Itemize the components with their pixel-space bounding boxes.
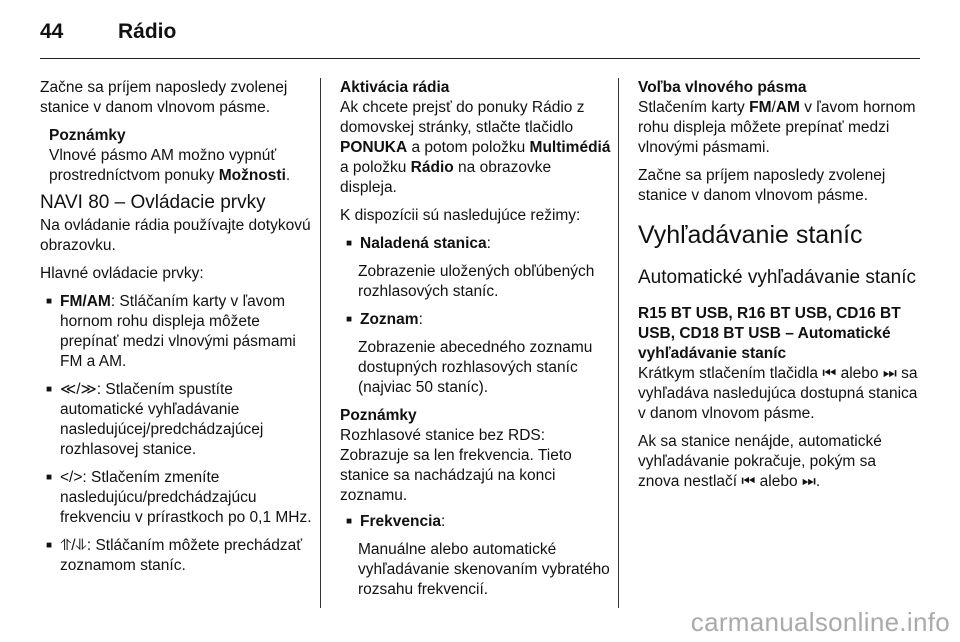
- list-item: [40, 380, 312, 460]
- page-number: 44: [40, 20, 64, 43]
- column-divider-2: [618, 78, 619, 608]
- intro-text: Začne sa príjem naposledy zvolenej stanice v danom vlnovom pásme.: [40, 79, 288, 116]
- page-header: [40, 20, 176, 60]
- column-1: [40, 78, 312, 584]
- text: sa vyhľadáva nasledujúca dostupná stanica v danom vlnovom pásme.: [638, 365, 918, 422]
- models-heading: R15 BT USB, R16 BT USB, CD16 BT USB, CD18 BT USB – Automatické vyhľadávanie staníc: [638, 305, 901, 362]
- modes-list: [340, 234, 612, 254]
- list-item: [40, 292, 312, 372]
- paragraph: Na ovládanie rádia používajte dotykovú obrazovku.: [40, 217, 311, 254]
- header-rule: [40, 58, 920, 59]
- section-heading: Voľba vlnového pásma: [638, 79, 807, 96]
- chapter-title: Rádio: [118, 20, 177, 43]
- note-text: Rozhlasové stanice bez RDS: Zobrazuje sa len frekvencia. Tieto stanice sa nachádzajú na konci zoznamu.: [340, 427, 572, 504]
- tab-ref: AM: [775, 99, 800, 116]
- item-description: Zobrazenie uložených obľúbených rozhlasových staníc.: [358, 263, 595, 300]
- item-description: Manuálne alebo automatické vyhľadávanie skenovaním vybratého rozsahu frekvencií.: [358, 541, 610, 598]
- scroll-icon: ⥣/⥥: [60, 537, 87, 554]
- list-item: [40, 468, 312, 528]
- menu-ref: Rádio: [410, 159, 454, 176]
- text: a položku: [340, 159, 411, 176]
- text: Ak chcete prejsť do ponuky Rádio z domovskej stránky, stlačte tlačidlo: [340, 99, 585, 136]
- text: v ľavom hornom rohu displeja môžete prepínať medzi vlnovými pásmami.: [638, 99, 916, 156]
- item-label: Zoznam: [360, 311, 419, 328]
- note-box: [40, 126, 312, 186]
- list-item: ■ Zoznam:: [340, 310, 612, 330]
- list-item: [40, 536, 312, 576]
- text: a potom položku: [407, 139, 530, 156]
- subsection-title: Automatické vyhľadávanie staníc: [638, 267, 917, 288]
- text: alebo: [755, 473, 802, 490]
- column-divider-1: [320, 78, 321, 608]
- item-key: FM: [60, 293, 83, 310]
- note-text: [49, 146, 312, 186]
- column-3: [638, 78, 920, 500]
- button-ref: PONUKA: [340, 139, 408, 156]
- paragraph: [638, 98, 920, 158]
- paragraph: Hlavné ovládacie prvky:: [40, 265, 204, 282]
- list-item: ■ Frekvencia:: [340, 512, 612, 532]
- item-label: Naladená stanica: [360, 235, 487, 252]
- note-menu-ref: Možnosti: [218, 167, 286, 184]
- chapter-section-title: Vyhľadávanie staníc: [638, 221, 863, 249]
- list-item: ■ Naladená stanica:: [340, 234, 612, 254]
- paragraph: Začne sa príjem naposledy zvolenej stanice v danom vlnovom pásme.: [638, 167, 886, 204]
- item-text: : Stlačením spustíte automatické vyhľadávanie nasledujúcej/predchádzajúcej rozhlasovej stanice.: [60, 381, 264, 458]
- item-text: : Stláčaním karty v ľavom hornom rohu displeja môžete prepínať medzi vlnovými pásmami FM a AM.: [60, 293, 296, 370]
- previous-track-icon: ⏮: [822, 365, 837, 382]
- text: Ak sa stanice nenájde, automatické vyhľadávanie pokračuje, pokým sa znova nestlačí: [638, 433, 882, 490]
- item-text: : Stlačením zmeníte nasledujúcu/predchádzajúcu frekvenciu v prírastkoch po 0,1 MHz.: [60, 469, 312, 526]
- controls-list: [40, 292, 312, 576]
- tune-icon: </>: [60, 469, 83, 486]
- next-track-icon: ⏭: [882, 365, 897, 382]
- note-title: Poznámky: [49, 127, 126, 144]
- note-body: Vlnové pásmo AM možno vypnúť prostredníctvom ponuky: [49, 147, 277, 184]
- item-description: Zobrazenie abecedného zoznamu dostupných rozhlasových staníc (najviac 50 staníc).: [358, 339, 593, 396]
- text: Stlačením karty: [638, 99, 750, 116]
- paragraph: [638, 364, 920, 424]
- text: /: [771, 99, 776, 116]
- paragraph: [638, 432, 920, 492]
- text: alebo: [836, 365, 883, 382]
- note-period: .: [285, 167, 291, 184]
- paragraph: K dispozícii sú nasledujúce režimy:: [340, 207, 581, 224]
- tab-ref: FM: [749, 99, 772, 116]
- column-2: [340, 78, 612, 608]
- text: na obrazovke displeja.: [340, 159, 552, 196]
- item-sep: /: [82, 293, 87, 310]
- section-heading: Aktivácia rádia: [340, 79, 450, 96]
- note-title: Poznámky: [340, 407, 417, 424]
- section-heading: NAVI 80 – Ovládacie prvky: [40, 192, 266, 213]
- next-track-icon: ⏭: [801, 473, 816, 490]
- watermark: carmanualsonline.info: [690, 607, 950, 637]
- menu-ref: Multimédiá: [529, 139, 611, 156]
- item-text: : Stláčaním môžete prechádzať zoznamom staníc.: [60, 537, 303, 574]
- modes-list: [340, 310, 612, 330]
- text: .: [815, 473, 821, 490]
- seek-icon: ≪/≫: [60, 381, 97, 398]
- previous-track-icon: ⏮: [741, 473, 756, 490]
- note-box: [340, 406, 612, 506]
- item-key: AM: [86, 293, 111, 310]
- paragraph: [340, 98, 612, 198]
- item-label: Frekvencia: [360, 513, 441, 530]
- text: Krátkym stlačením tlačidla: [638, 365, 823, 382]
- modes-list: [340, 512, 612, 532]
